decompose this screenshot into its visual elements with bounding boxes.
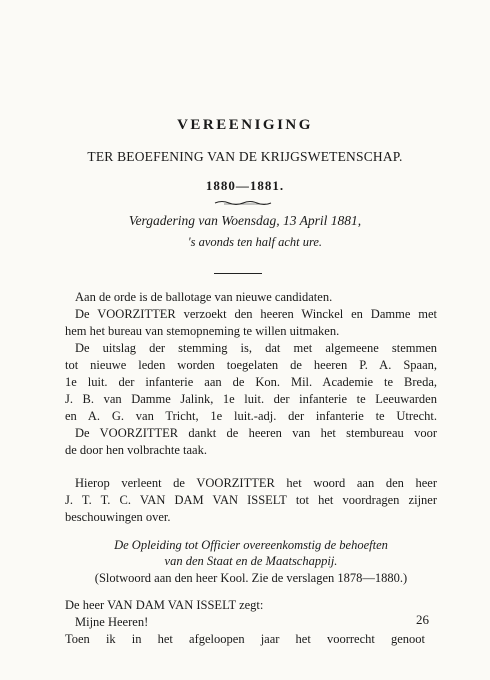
meeting-time-line: 's avonds ten half acht ure. (187, 235, 323, 249)
ornament-divider (214, 200, 276, 206)
society-subtitle: TER BEOEFENING VAN DE KRIJGSWETENSCHAP. (87, 149, 403, 164)
body-line: en A. G. van Tricht, 1e luit.-adj. der infanterie te Utrecht. (65, 409, 437, 423)
page-number: 26 (416, 612, 429, 627)
body-line: De VOORZITTER dankt de heeren van het stembureau voor (75, 426, 437, 440)
speech-line: Toen ik in het afgeloopen jaar het voorrecht genoot (65, 632, 425, 646)
body-line: tot nieuwe leden worden toegelaten de heeren P. A. Spaan, (65, 358, 437, 372)
speech-line: De heer VAN DAM VAN ISSELT zegt: (65, 598, 264, 612)
society-title: VEREENIGING (177, 117, 313, 133)
body-line: beschouwingen over. (65, 510, 171, 524)
body-line: 1e luit. der infanterie aan de Kon. Mil. Academie te Breda, (65, 375, 437, 389)
year-range: 1880—1881. (205, 178, 285, 193)
body-line: J. B. van Damme Jalink, 1e luit. der infanterie te Leeuwarden (65, 392, 437, 406)
body-line: J. T. T. C. VAN DAM VAN ISSELT tot het voordragen zijner (65, 493, 437, 507)
body-line: hem het bureau van stemopneming te willen uitmaken. (65, 324, 340, 338)
body-line: Hierop verleent de VOORZITTER het woord aan den heer (75, 476, 437, 490)
meeting-date-line: Vergadering van Woensdag, 13 April 1881, (128, 213, 362, 228)
lecture-note: (Slotwoord aan den heer Kool. Zie de verslagen 1878—1880.) (94, 571, 408, 585)
section-divider (214, 273, 262, 274)
lecture-title-line: De Opleiding tot Officier overeenkomstig de behoeften (114, 538, 388, 552)
body-line: De VOORZITTER verzoekt den heeren Winckel en Damme met (75, 307, 437, 321)
body-line: Aan de orde is de ballotage van nieuwe candidaten. (75, 290, 333, 304)
body-line: de door hen volbrachte taak. (65, 443, 207, 457)
body-line: De uitslag der stemming is, dat met algemeene stemmen (75, 341, 437, 355)
speech-line: Mijne Heeren! (75, 615, 149, 629)
lecture-title-line: van den Staat en de Maatschappij. (164, 554, 338, 568)
